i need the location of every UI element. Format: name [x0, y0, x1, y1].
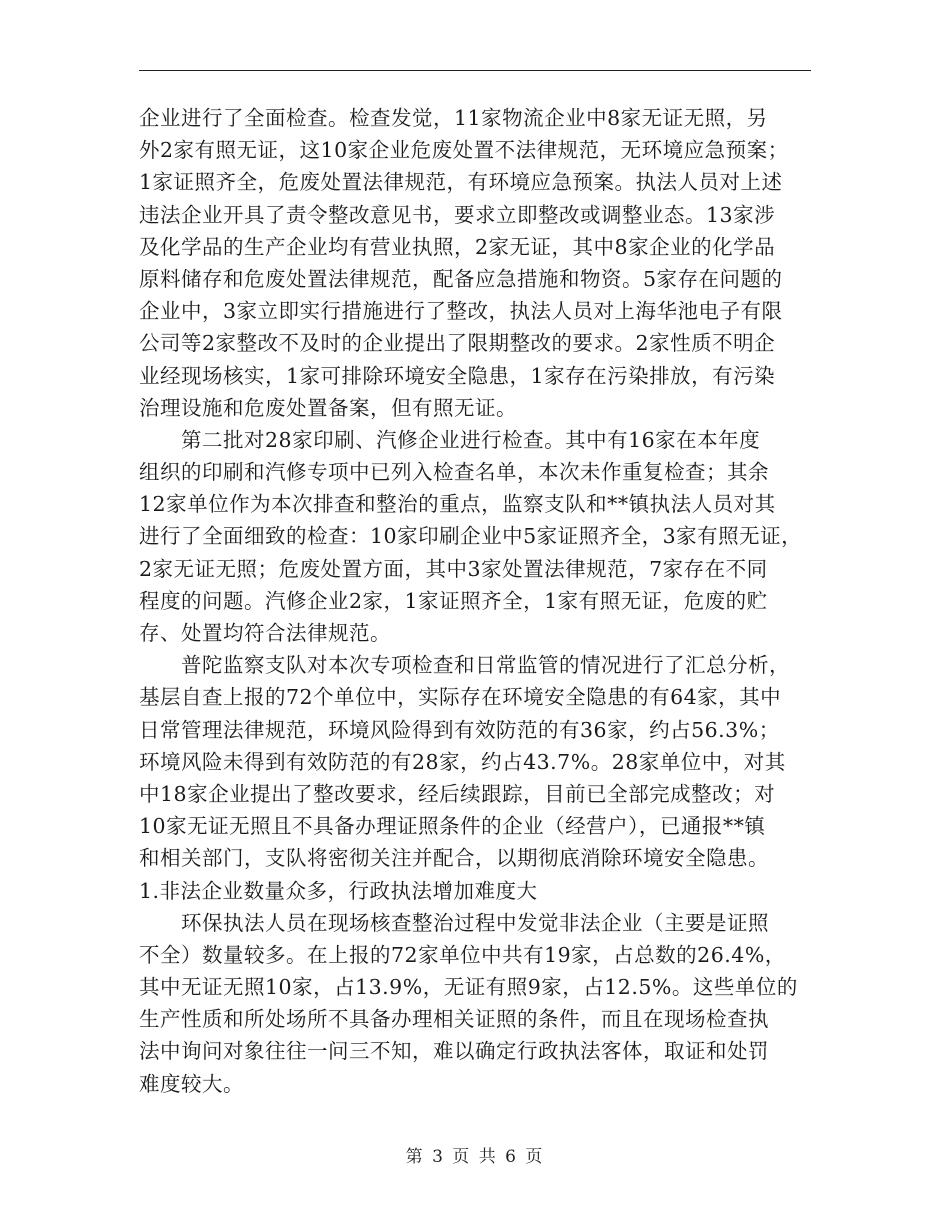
text-line: 存、处置均符合法律规范。: [139, 621, 391, 645]
header-rule: [139, 70, 811, 71]
text-line: 2家无证无照；危废处置方面，其中3家处置法律规范，7家存在不同: [139, 556, 768, 581]
text-line: 治理设施和危废处置备案，但有照无证。: [139, 395, 517, 420]
text-line: 企业中，3家立即实行措施进行了整改，执法人员对上海华池电子有限: [139, 299, 783, 324]
text-line: 生产性质和所处场所不具备办理相关证照的条件，而且在现场检查执: [139, 1007, 769, 1032]
text-line: 组织的印刷和汽修专项中已列入检查名单，本次未作重复检查；其余: [139, 460, 769, 485]
text-line: 环保执法人员在现场核查整治过程中发觉非法企业（主要是证照: [139, 910, 769, 935]
text-line: 法中询问对象往往一问三不知，难以确定行政执法客体，取证和处罚: [139, 1039, 769, 1064]
text-line: 不全）数量较多。在上报的72家单位中共有19家，占总数的26.4%，: [139, 942, 786, 967]
text-line: 公司等2家整改不及时的企业提出了限期整改的要求。2家性质不明企: [139, 331, 776, 356]
text-line: 原料储存和危废处置法律规范，配备应急措施和物资。5家存在问题的: [139, 266, 783, 291]
text-line: 日常管理法律规范，环境风险得到有效防范的有36家，约占56.3%；: [139, 717, 780, 742]
text-line: 外2家有照无证，这10家企业危废处置不法律规范，无环境应急预案；: [139, 138, 789, 163]
text-line: 程度的问题。汽修企业2家，1家证照齐全，1家有照无证，危废的贮: [139, 588, 768, 613]
text-line: 中18家企业提出了整改要求，经后续跟踪，目前已全部完成整改；对: [139, 781, 776, 806]
text-line: 其中无证无照10家，占13.9%，无证有照9家，占12.5%。这些单位的: [139, 975, 798, 1000]
text-line: 违法企业开具了责令整改意见书，要求立即整改或调整业态。13家涉: [139, 202, 776, 227]
text-line: 及化学品的生产企业均有营业执照，2家无证，其中8家企业的化学品: [139, 234, 776, 259]
text-line: 和相关部门，支队将密彻关注并配合，以期彻底消除环境安全隐患。: [139, 846, 769, 871]
page-body: [139, 102, 814, 1100]
text-line: 基层自查上报的72个单位中，实际存在环境安全隐患的有64家，其中: [139, 685, 782, 710]
text-line: 难度较大。: [139, 1071, 244, 1096]
section-heading: 1.非法企业数量众多，行政执法增加难度大: [139, 878, 538, 903]
text-line: 进行了全面细致的检查：10家印刷企业中5家证照齐全，3家有照无证，: [139, 524, 803, 549]
text-line: 业经现场核实，1家可排除环境安全隐患，1家存在污染排放，有污染: [139, 363, 776, 388]
text-line: 12家单位作为本次排查和整治的重点，监察支队和**镇执法人员对其: [139, 492, 776, 517]
text-line: 10家无证无照且不具备办理证照条件的企业（经营户），已通报**镇: [139, 814, 766, 839]
text-line: 第二批对28家印刷、汽修企业进行检查。其中有16家在本年度: [139, 427, 761, 452]
page-number-footer: 第 3 页 共 6 页: [405, 1147, 545, 1167]
text-line: 普陀监察支队对本次专项检查和日常监管的情况进行了汇总分析，: [139, 653, 790, 678]
text-line: 企业进行了全面检查。检查发觉，11家物流企业中8家无证无照，另: [139, 106, 768, 130]
text-line: 1家证照齐全，危废处置法律规范，有环境应急预案。执法人员对上述: [139, 170, 783, 195]
text-line: 环境风险未得到有效防范的有28家，约占43.7%。28家单位中，对其: [139, 749, 786, 774]
